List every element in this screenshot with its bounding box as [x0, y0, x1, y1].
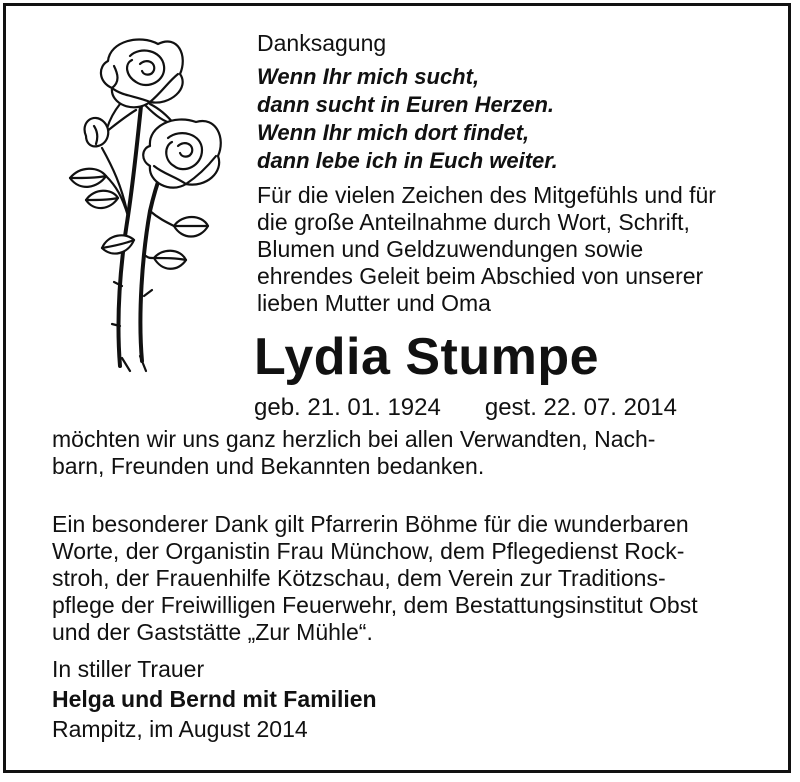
family-signature: Helga und Bernd mit Familien [52, 686, 377, 712]
paragraph-line: Ein besonderer Dank gilt Pfarrerin Böhme für die wunderbaren [52, 511, 689, 537]
birth-date: geb. 21. 01. 1924 [254, 394, 441, 421]
rose-icon [50, 26, 240, 381]
thanks-line: Blumen und Geldzuwendungen sowie [257, 236, 644, 262]
verse-line: Wenn Ihr mich sucht, [257, 64, 480, 89]
place-date: Rampitz, im August 2014 [52, 716, 308, 742]
thanks-text [257, 182, 777, 317]
mourning-line: In stiller Trauer [52, 656, 205, 682]
verse-line: Wenn Ihr mich dort findet, [257, 120, 530, 145]
paragraph-line: stroh, der Frauenhilfe Kötzschau, dem Verein zur Traditions- [52, 565, 666, 591]
verse-line: dann lebe ich in Euch weiter. [257, 148, 558, 173]
paragraph-line: barn, Freunden und Bekannten bedanken. [52, 453, 485, 479]
paragraph-line: und der Gaststätte „Zur Mühle“. [52, 619, 373, 645]
paragraph-line: Worte, der Organistin Frau Münchow, dem Pflegedienst Rock- [52, 538, 685, 564]
deceased-name: Lydia Stumpe [254, 328, 600, 386]
paragraph-line: pflege der Freiwilligen Feuerwehr, dem Bestattungsinstitut Obst [52, 592, 698, 618]
special-thanks-paragraph [52, 511, 772, 646]
paragraph-line: möchten wir uns ganz herzlich bei allen Verwandten, Nach- [52, 426, 656, 452]
thanks-line: lieben Mutter und Oma [257, 290, 491, 316]
verse-line: dann sucht in Euren Herzen. [257, 92, 555, 117]
thanks-line: ehrendes Geleit beim Abschied von unserer [257, 263, 704, 289]
death-date: gest. 22. 07. 2014 [484, 394, 677, 421]
thanks-line: Für die vielen Zeichen des Mitgefühls und für [257, 182, 716, 208]
life-dates [254, 394, 677, 421]
verse [257, 63, 558, 175]
heading: Danksagung [257, 30, 387, 56]
thanks-line: die große Anteilnahme durch Wort, Schrift, [257, 209, 690, 235]
closing [52, 654, 377, 744]
thanks-paragraph [52, 426, 772, 480]
